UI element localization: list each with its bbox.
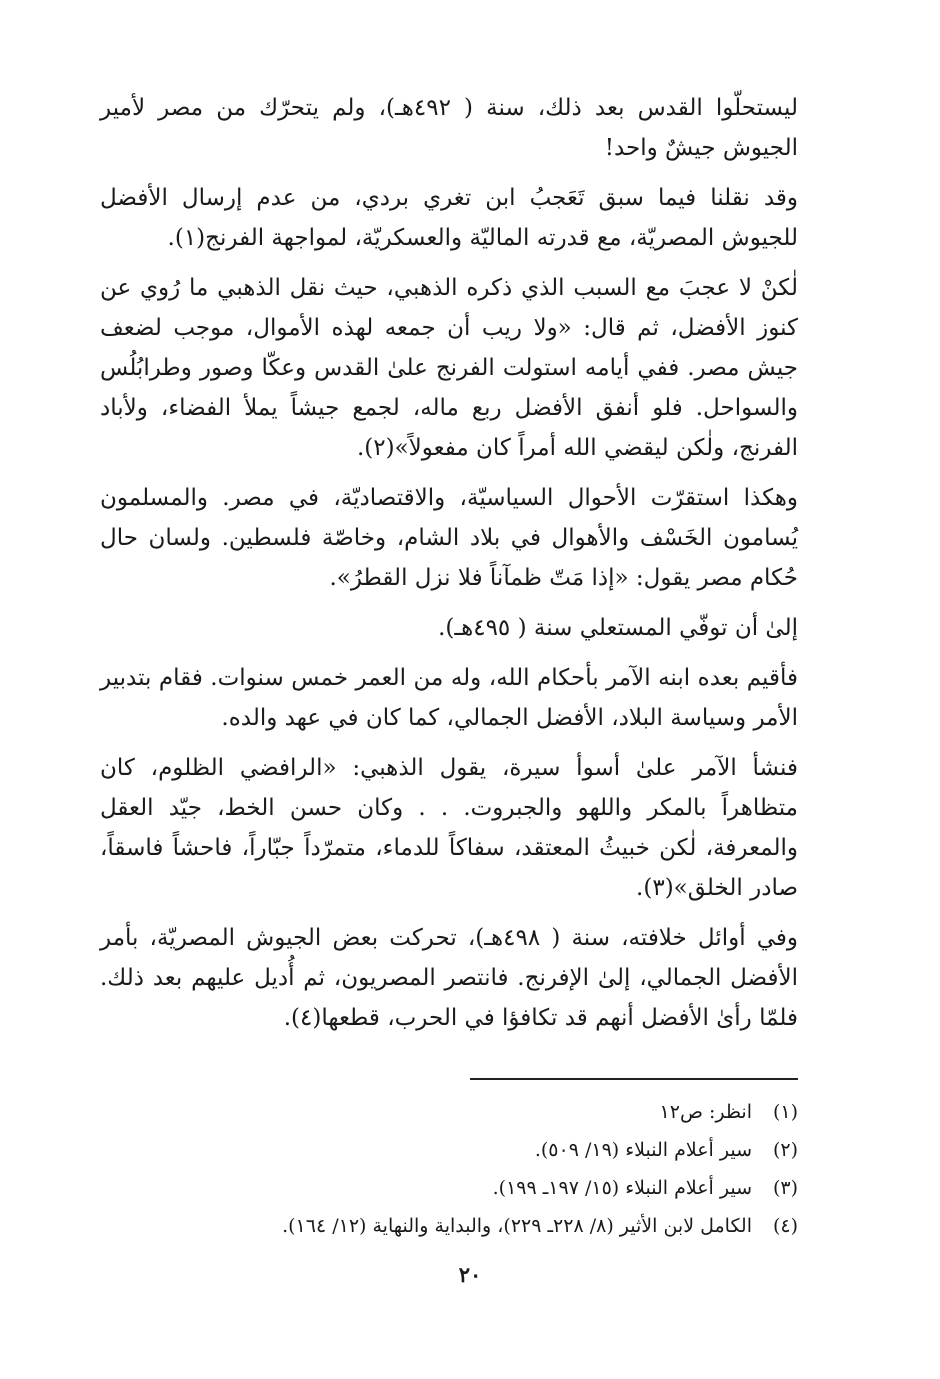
footnote-number: (١)	[772, 1101, 798, 1123]
footnote-number: (٣)	[772, 1177, 798, 1199]
footnote-text: الكامل لابن الأثير (٨/ ٢٢٨ـ ٢٢٩)، والبداية والنهاية (١٢/ ١٦٤).	[282, 1215, 752, 1237]
footnote-number: (٤)	[772, 1215, 798, 1237]
paragraph-6: فأقيم بعده ابنه الآمر بأحكام الله، وله من العمر خمس سنوات. فقام بتدبير الأمر وسياسة البلاد، الأفضل الجمالي، كما كان في عهد والده.	[100, 665, 798, 731]
footnote-4	[100, 1207, 798, 1245]
footnote-3	[100, 1169, 798, 1207]
footnote-number: (٢)	[772, 1139, 798, 1161]
paragraph-3: لٰكنْ لا عجبَ مع السبب الذي ذكره الذهبي، حيث نقل الذهبي ما رُوي عن كنوز الأفضل، ثم قال: «ولا ريب أن جمعه لهذه الأموال، موجب لضعف جيش مصر. ففي أيامه استولت الفرنج علىٰ القدس وعكّا وصور وطرابُلُس والسواحل. فلو أنفق الأفضل ربع ماله، لجمع جيشاً يملأ الفضاء، ولأباد الفرنج، ولٰكن ليقضي الله أمراً كان مفعولاً»(٢).	[100, 275, 798, 461]
footnote-divider	[470, 1078, 798, 1080]
footnote-1	[100, 1093, 798, 1131]
footnote-2	[100, 1131, 798, 1169]
paragraph-4: وهكذا استقرّت الأحوال السياسيّة، والاقتصاديّة، في مصر. والمسلمون يُسامون الخَسْف والأهوال في بلاد الشام، وخاصّة فلسطين. ولسان حال حُكام مصر يقول: «إذا مَتّ ظمآناً فلا نزل القطرُ».	[100, 485, 798, 591]
footnote-text: سير أعلام النبلاء (١٩/ ٥٠٩).	[534, 1139, 752, 1161]
footnotes	[100, 1093, 798, 1245]
paragraph-2: وقد نقلنا فيما سبق تَعَجبُ ابن تغري بردي، من عدم إرسال الأفضل للجيوش المصريّة، مع قدرته الماليّة والعسكريّة، لمواجهة الفرنج(١).	[100, 185, 798, 251]
body-text	[100, 88, 798, 1048]
paragraph-8: وفي أوائل خلافته، سنة ( ٤٩٨هـ)، تحركت بعض الجيوش المصريّة، بأمر الأفضل الجمالي، إلىٰ الإفرنج. فانتصر المصريون، ثم أُديل عليهم بعد ذلك. فلمّا رأىٰ الأفضل أنهم قد تكافؤا في الحرب، قطعها(٤).	[100, 925, 799, 1031]
footnote-text: سير أعلام النبلاء (١٥/ ١٩٧ـ ١٩٩).	[492, 1177, 752, 1199]
footnote-text: انظر: ص١٢	[659, 1101, 752, 1123]
page-number: ٢٠	[458, 1262, 482, 1287]
paragraph-5: إلىٰ أن توفّي المستعلي سنة ( ٤٩٥هـ).	[438, 615, 798, 641]
paragraph-7: فنشأ الآمر علىٰ أسوأ سيرة، يقول الذهبي: «الرافضي الظلوم، كان متظاهراً بالمكر واللهو والجبروت. . . وكان حسن الخط، جيّد العقل والمعرفة، لٰكن خبيثُ المعتقد، سفاكاً للدماء، متمرّداً جبّاراً، فاحشاً فاسقاً، صادر الخلق»(٣).	[100, 755, 798, 901]
paragraph-1: ليستحلّوا القدس بعد ذلك، سنة ( ٤٩٢هـ)، ولم يتحرّك من مصر لأمير الجيوش جيشٌ واحد!	[100, 95, 798, 161]
